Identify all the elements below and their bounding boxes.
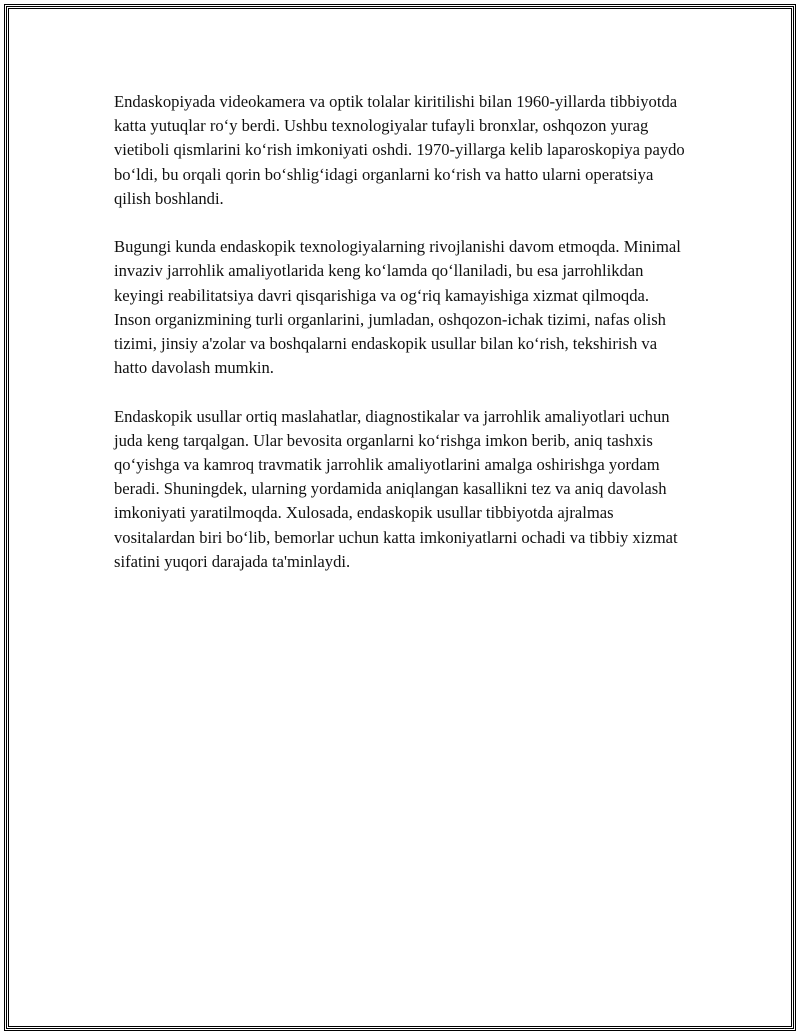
paragraph-2: Bugungi kunda endaskopik texnologiyalarning rivojlanishi davom etmoqda. Minimal invaziv jarrohlik amaliyotlarida keng ko‘lamda qo‘llaniladi, bu esa jarrohlikdan keyingi reabilitatsiya davri qisqarishiga va og‘riq kamayishiga xizmat qilmoqda. Inson organizmining turli organlarini, jumladan, oshqozon-ichak tizimi, nafas olish tizimi, jinsiy a'zolar va boshqalarni endaskopik usullar bilan ko‘rish, tekshirish va hatto davolash mumkin. <box>114 237 681 378</box>
paragraph-1: Endaskopiyada videokamera va optik tolalar kiritilishi bilan 1960-yillarda tibbiyotda katta yutuqlar ro‘y berdi. Ushbu texnologiyalar tufayli bronxlar, oshqozon yurag vietiboli qismlarini ko‘rish imkoniyati oshdi. 1970-yillarga kelib laparoskopiya paydo bo‘ldi, bu orqali qorin bo‘shlig‘idagi organlarni ko‘rish va hatto ularni operatsiya qilish boshlandi. <box>114 92 685 208</box>
document-body <box>114 90 688 598</box>
paragraph-3: Endaskopik usullar ortiq maslahatlar, diagnostikalar va jarrohlik amaliyotlari uchun juda keng tarqalgan. Ular bevosita organlarni ko‘rishga imkon berib, aniq tashxis qo‘yishga va kamroq travmatik jarrohlik amaliyotlarini amalga oshirishga yordam beradi. Shuningdek, ularning yordamida aniqlangan kasallikni tez va aniq davolash imkoniyati yaratilmoqda. Xulosada, endaskopik usullar tibbiyotda ajralmas vositalardan biri bo‘lib, bemorlar uchun katta imkoniyatlarni ochadi va tibbiy xizmat sifatini yuqori darajada ta'minlaydi. <box>114 406 678 571</box>
